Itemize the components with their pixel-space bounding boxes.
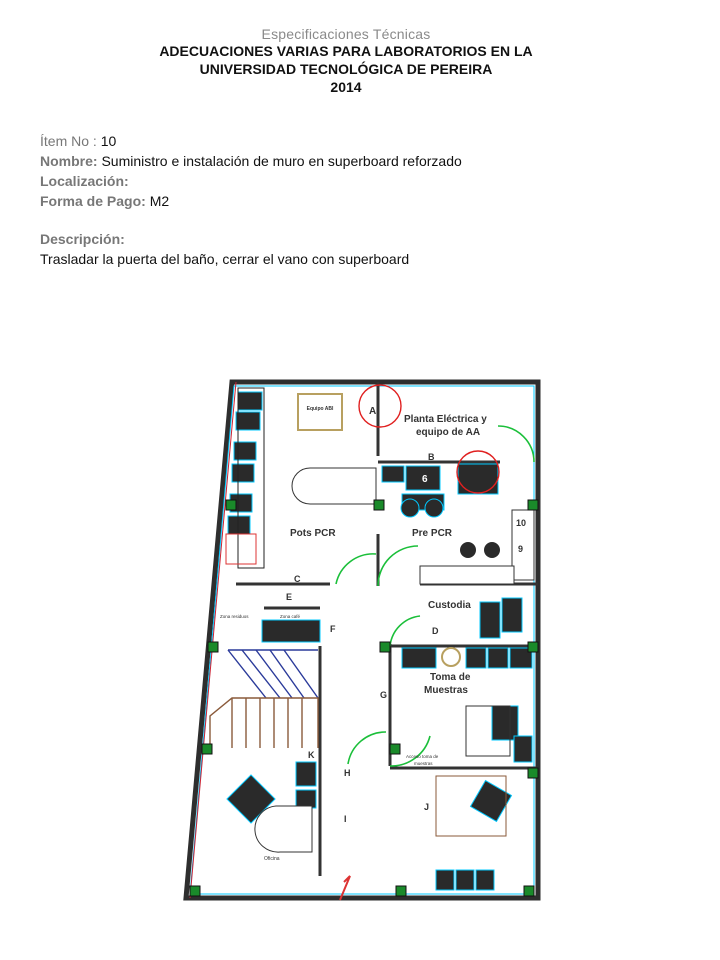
item-payment: M2: [149, 193, 170, 209]
pre-pcr-stool-2: [484, 542, 500, 558]
floor-plan: [180, 376, 550, 906]
item-number-label: Ítem No :: [40, 133, 97, 149]
toma-line1: Toma de: [430, 672, 471, 683]
label-j: J: [424, 802, 430, 812]
planta-line1: Planta Eléctrica y: [404, 414, 487, 425]
office-round-desk: [255, 806, 312, 852]
label-a: A: [369, 406, 377, 417]
custodia-bench: [420, 566, 514, 584]
toma-round-table: [442, 648, 460, 666]
item-location-row: [40, 171, 462, 191]
pre-pcr-stool-1: [460, 542, 476, 558]
label-c: C: [294, 574, 301, 584]
document-title-line2: UNIVERSIDAD TECNOLÓGICA DE PEREIRA: [199, 61, 493, 77]
toma-bench: [402, 648, 532, 668]
label-k: K: [308, 750, 315, 760]
acceso-line2: muestras: [414, 761, 433, 766]
document-header: [0, 26, 692, 96]
label-f: F: [330, 624, 336, 634]
item-name-row: [40, 151, 462, 171]
item-description-label-row: [40, 229, 462, 249]
label-h: H: [344, 768, 351, 778]
label-6: 6: [422, 474, 428, 485]
label-i: I: [344, 814, 347, 824]
document-year: 2014: [330, 79, 362, 95]
item-fields: [40, 131, 462, 269]
equipo-abi-box: [298, 394, 342, 430]
label-9: 9: [518, 544, 524, 554]
item-description-label: Descripción:: [40, 231, 125, 247]
toma-line2: Muestras: [424, 685, 468, 696]
zona-residuos-label: Zona residuos: [220, 614, 249, 619]
label-g: G: [380, 690, 388, 700]
oficina-label: Oficina: [264, 856, 280, 862]
item-location-label: Localización:: [40, 173, 129, 189]
item-number-row: [40, 131, 462, 151]
document-title-line1: ADECUACIONES VARIAS PARA LABORATORIOS EN LA: [159, 43, 533, 59]
label-e: E: [286, 592, 293, 602]
pots-pcr-label: Pots PCR: [290, 528, 336, 539]
pots-pcr-bench: [292, 468, 376, 504]
item-payment-row: [40, 191, 462, 211]
item-name: Suministro e instalación de muro en superboard reforzado: [101, 153, 462, 169]
label-10: 10: [516, 518, 527, 528]
equipo-abi-label: Equipo ABI: [306, 406, 334, 412]
document-subtitle: Especificaciones Técnicas: [261, 26, 431, 42]
zona-cafe-label: Zona café: [280, 614, 301, 619]
custodia-label: Custodia: [428, 600, 471, 611]
zona-cafe-counter: [262, 620, 320, 642]
item-name-label: Nombre:: [40, 153, 98, 169]
item-description: Trasladar la puerta del baño, cerrar el vano con superboard: [40, 251, 410, 267]
acceso-line1: Acceso toma de: [406, 754, 439, 759]
item-payment-label: Forma de Pago:: [40, 193, 146, 209]
pre-pcr-label: Pre PCR: [412, 528, 453, 539]
label-d: D: [432, 626, 439, 636]
item-number: 10: [100, 133, 117, 149]
label-b: B: [428, 452, 435, 462]
planta-line2: equipo de AA: [416, 427, 481, 438]
